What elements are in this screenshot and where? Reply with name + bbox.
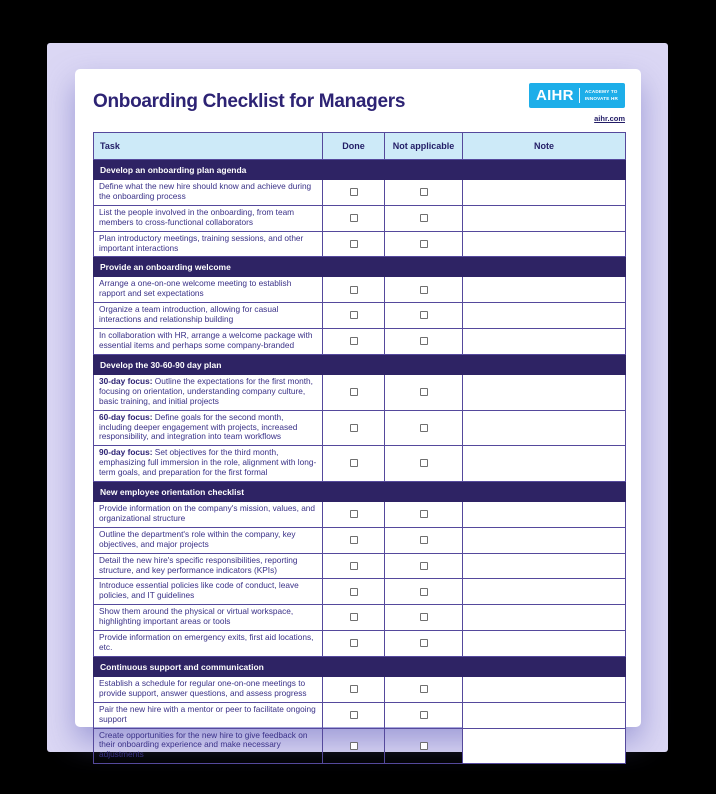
not-applicable-checkbox-cell bbox=[385, 502, 463, 528]
task-text: Show them around the physical or virtual workspace, highlighting important areas or tools bbox=[94, 605, 323, 631]
done-checkbox-cell bbox=[323, 631, 385, 657]
task-text: Define what the new hire should know and achieve during the onboarding process bbox=[94, 180, 323, 206]
done-checkbox[interactable] bbox=[350, 510, 358, 518]
not-applicable-checkbox-cell bbox=[385, 728, 463, 764]
not-applicable-checkbox-cell bbox=[385, 410, 463, 446]
task-row bbox=[94, 676, 626, 702]
not-applicable-checkbox[interactable] bbox=[420, 639, 428, 647]
done-checkbox-cell bbox=[323, 728, 385, 764]
done-checkbox[interactable] bbox=[350, 424, 358, 432]
done-checkbox-cell bbox=[323, 231, 385, 257]
not-applicable-checkbox[interactable] bbox=[420, 337, 428, 345]
done-checkbox[interactable] bbox=[350, 214, 358, 222]
note-cell[interactable] bbox=[463, 579, 626, 605]
done-checkbox[interactable] bbox=[350, 562, 358, 570]
note-cell[interactable] bbox=[463, 410, 626, 446]
note-cell[interactable] bbox=[463, 277, 626, 303]
not-applicable-checkbox[interactable] bbox=[420, 685, 428, 693]
done-checkbox[interactable] bbox=[350, 588, 358, 596]
not-applicable-checkbox[interactable] bbox=[420, 510, 428, 518]
aihr-logo-tagline bbox=[585, 89, 618, 103]
task-text: Create opportunities for the new hire to give feedback on their onboarding experience and make necessary adjustments bbox=[94, 728, 323, 764]
task-text: Plan introductory meetings, training sessions, and other important interactions bbox=[94, 231, 323, 257]
done-checkbox-cell bbox=[323, 527, 385, 553]
task-text: Establish a schedule for regular one-on-one meetings to provide support, answer questions, and assess progress bbox=[94, 676, 323, 702]
task-text: Detail the new hire's specific responsibilities, reporting structure, and key performance indicators (KPIs) bbox=[94, 553, 323, 579]
done-checkbox[interactable] bbox=[350, 388, 358, 396]
task-row bbox=[94, 329, 626, 355]
not-applicable-checkbox-cell bbox=[385, 702, 463, 728]
not-applicable-checkbox-cell bbox=[385, 180, 463, 206]
done-checkbox-cell bbox=[323, 676, 385, 702]
task-row bbox=[94, 277, 626, 303]
task-row bbox=[94, 553, 626, 579]
page-title: Onboarding Checklist for Managers bbox=[93, 91, 406, 112]
not-applicable-checkbox[interactable] bbox=[420, 286, 428, 294]
task-text: Organize a team introduction, allowing for casual interactions and relationship building bbox=[94, 303, 323, 329]
not-applicable-checkbox-cell bbox=[385, 527, 463, 553]
task-text: 60-day focus: Define goals for the second month, including deeper engagement with projects, increased responsibility, and integration into team workflows bbox=[94, 410, 323, 446]
task-text: 90-day focus: Set objectives for the third month, emphasizing full immersion in the role, alignment with long-term goals, and preparation for the first formal bbox=[94, 446, 323, 482]
task-row bbox=[94, 374, 626, 410]
task-row bbox=[94, 605, 626, 631]
document-header bbox=[93, 81, 625, 126]
section-row bbox=[94, 482, 626, 502]
done-checkbox[interactable] bbox=[350, 613, 358, 621]
note-cell[interactable] bbox=[463, 205, 626, 231]
document-page bbox=[75, 69, 641, 760]
section-title: Develop an onboarding plan agenda bbox=[94, 160, 626, 180]
task-row bbox=[94, 631, 626, 657]
not-applicable-checkbox[interactable] bbox=[420, 459, 428, 467]
done-checkbox[interactable] bbox=[350, 742, 358, 750]
section-row bbox=[94, 656, 626, 676]
done-checkbox-cell bbox=[323, 410, 385, 446]
not-applicable-checkbox[interactable] bbox=[420, 536, 428, 544]
done-checkbox-cell bbox=[323, 374, 385, 410]
note-cell[interactable] bbox=[463, 231, 626, 257]
task-row bbox=[94, 728, 626, 764]
done-checkbox-cell bbox=[323, 702, 385, 728]
not-applicable-checkbox-cell bbox=[385, 329, 463, 355]
not-applicable-checkbox-cell bbox=[385, 277, 463, 303]
not-applicable-checkbox[interactable] bbox=[420, 240, 428, 248]
task-row bbox=[94, 410, 626, 446]
not-applicable-checkbox[interactable] bbox=[420, 613, 428, 621]
aihr-link[interactable]: aihr.com bbox=[594, 114, 625, 123]
task-row bbox=[94, 502, 626, 528]
done-checkbox[interactable] bbox=[350, 311, 358, 319]
done-checkbox[interactable] bbox=[350, 459, 358, 467]
column-header-done: Done bbox=[323, 133, 385, 160]
task-text: Provide information on the company's mission, values, and organizational structure bbox=[94, 502, 323, 528]
section-title: Develop the 30-60-90 day plan bbox=[94, 354, 626, 374]
not-applicable-checkbox[interactable] bbox=[420, 424, 428, 432]
not-applicable-checkbox[interactable] bbox=[420, 711, 428, 719]
done-checkbox-cell bbox=[323, 277, 385, 303]
done-checkbox-cell bbox=[323, 579, 385, 605]
section-row bbox=[94, 354, 626, 374]
not-applicable-checkbox-cell bbox=[385, 231, 463, 257]
task-text: Pair the new hire with a mentor or peer to facilitate ongoing support bbox=[94, 702, 323, 728]
done-checkbox-cell bbox=[323, 205, 385, 231]
not-applicable-checkbox[interactable] bbox=[420, 188, 428, 196]
aihr-logo-text: AIHR bbox=[535, 87, 574, 104]
table-header-row bbox=[94, 133, 626, 160]
not-applicable-checkbox[interactable] bbox=[420, 214, 428, 222]
done-checkbox[interactable] bbox=[350, 286, 358, 294]
note-cell[interactable] bbox=[463, 502, 626, 528]
not-applicable-checkbox-cell bbox=[385, 205, 463, 231]
done-checkbox-cell bbox=[323, 303, 385, 329]
task-text: In collaboration with HR, arrange a welcome package with essential items and perhaps some company-branded bbox=[94, 329, 323, 355]
done-checkbox[interactable] bbox=[350, 337, 358, 345]
task-row bbox=[94, 180, 626, 206]
section-row bbox=[94, 257, 626, 277]
done-checkbox[interactable] bbox=[350, 536, 358, 544]
column-header-note: Note bbox=[463, 133, 626, 160]
checklist-tbody bbox=[94, 160, 626, 764]
not-applicable-checkbox-cell bbox=[385, 553, 463, 579]
task-row bbox=[94, 446, 626, 482]
note-cell[interactable] bbox=[463, 527, 626, 553]
note-cell[interactable] bbox=[463, 553, 626, 579]
done-checkbox-cell bbox=[323, 502, 385, 528]
column-header-task: Task bbox=[94, 133, 323, 160]
not-applicable-checkbox[interactable] bbox=[420, 311, 428, 319]
done-checkbox-cell bbox=[323, 553, 385, 579]
note-cell[interactable] bbox=[463, 676, 626, 702]
not-applicable-checkbox-cell bbox=[385, 446, 463, 482]
done-checkbox[interactable] bbox=[350, 240, 358, 248]
task-text: 30-day focus: Outline the expectations for the first month, focusing on orientation, understanding company culture, basic training, and initial projects bbox=[94, 374, 323, 410]
task-row bbox=[94, 231, 626, 257]
not-applicable-checkbox-cell bbox=[385, 579, 463, 605]
note-cell[interactable] bbox=[463, 605, 626, 631]
logo-area bbox=[529, 83, 625, 126]
section-row bbox=[94, 160, 626, 180]
section-title: New employee orientation checklist bbox=[94, 482, 626, 502]
task-text: Provide information on emergency exits, first aid locations, etc. bbox=[94, 631, 323, 657]
task-row bbox=[94, 702, 626, 728]
not-applicable-checkbox-cell bbox=[385, 631, 463, 657]
not-applicable-checkbox-cell bbox=[385, 303, 463, 329]
done-checkbox-cell bbox=[323, 180, 385, 206]
task-row bbox=[94, 303, 626, 329]
not-applicable-checkbox-cell bbox=[385, 605, 463, 631]
section-title: Continuous support and communication bbox=[94, 656, 626, 676]
done-checkbox[interactable] bbox=[350, 685, 358, 693]
section-title: Provide an onboarding welcome bbox=[94, 257, 626, 277]
background-panel bbox=[47, 43, 668, 760]
task-text: Arrange a one-on-one welcome meeting to establish rapport and set expectations bbox=[94, 277, 323, 303]
logo-tagline-line2: INNOVATE HR bbox=[584, 95, 618, 101]
not-applicable-checkbox[interactable] bbox=[420, 742, 428, 750]
done-checkbox[interactable] bbox=[350, 711, 358, 719]
not-applicable-checkbox[interactable] bbox=[420, 588, 428, 596]
column-header-not-applicable: Not applicable bbox=[385, 133, 463, 160]
done-checkbox-cell bbox=[323, 329, 385, 355]
not-applicable-checkbox-cell bbox=[385, 676, 463, 702]
note-cell[interactable] bbox=[463, 180, 626, 206]
note-cell[interactable] bbox=[463, 303, 626, 329]
note-cell[interactable] bbox=[463, 374, 626, 410]
note-cell[interactable] bbox=[463, 702, 626, 728]
task-row bbox=[94, 205, 626, 231]
done-checkbox-cell bbox=[323, 605, 385, 631]
task-text: List the people involved in the onboarding, from team members to cross-functional collaborators bbox=[94, 205, 323, 231]
task-text: Outline the department's role within the company, key objectives, and major projects bbox=[94, 527, 323, 553]
task-text: Introduce essential policies like code of conduct, leave policies, and IT guidelines bbox=[94, 579, 323, 605]
note-cell[interactable] bbox=[463, 446, 626, 482]
task-row bbox=[94, 527, 626, 553]
done-checkbox[interactable] bbox=[350, 639, 358, 647]
done-checkbox[interactable] bbox=[350, 188, 358, 196]
task-row bbox=[94, 579, 626, 605]
note-cell[interactable] bbox=[463, 329, 626, 355]
not-applicable-checkbox-cell bbox=[385, 374, 463, 410]
checklist-table bbox=[93, 132, 626, 764]
aihr-logo bbox=[529, 83, 625, 108]
done-checkbox-cell bbox=[323, 446, 385, 482]
note-cell[interactable] bbox=[463, 631, 626, 657]
note-cell[interactable] bbox=[463, 728, 626, 764]
not-applicable-checkbox[interactable] bbox=[420, 388, 428, 396]
not-applicable-checkbox[interactable] bbox=[420, 562, 428, 570]
logo-tagline-line1: ACADEMY TO bbox=[584, 88, 618, 94]
logo-divider bbox=[579, 88, 580, 103]
